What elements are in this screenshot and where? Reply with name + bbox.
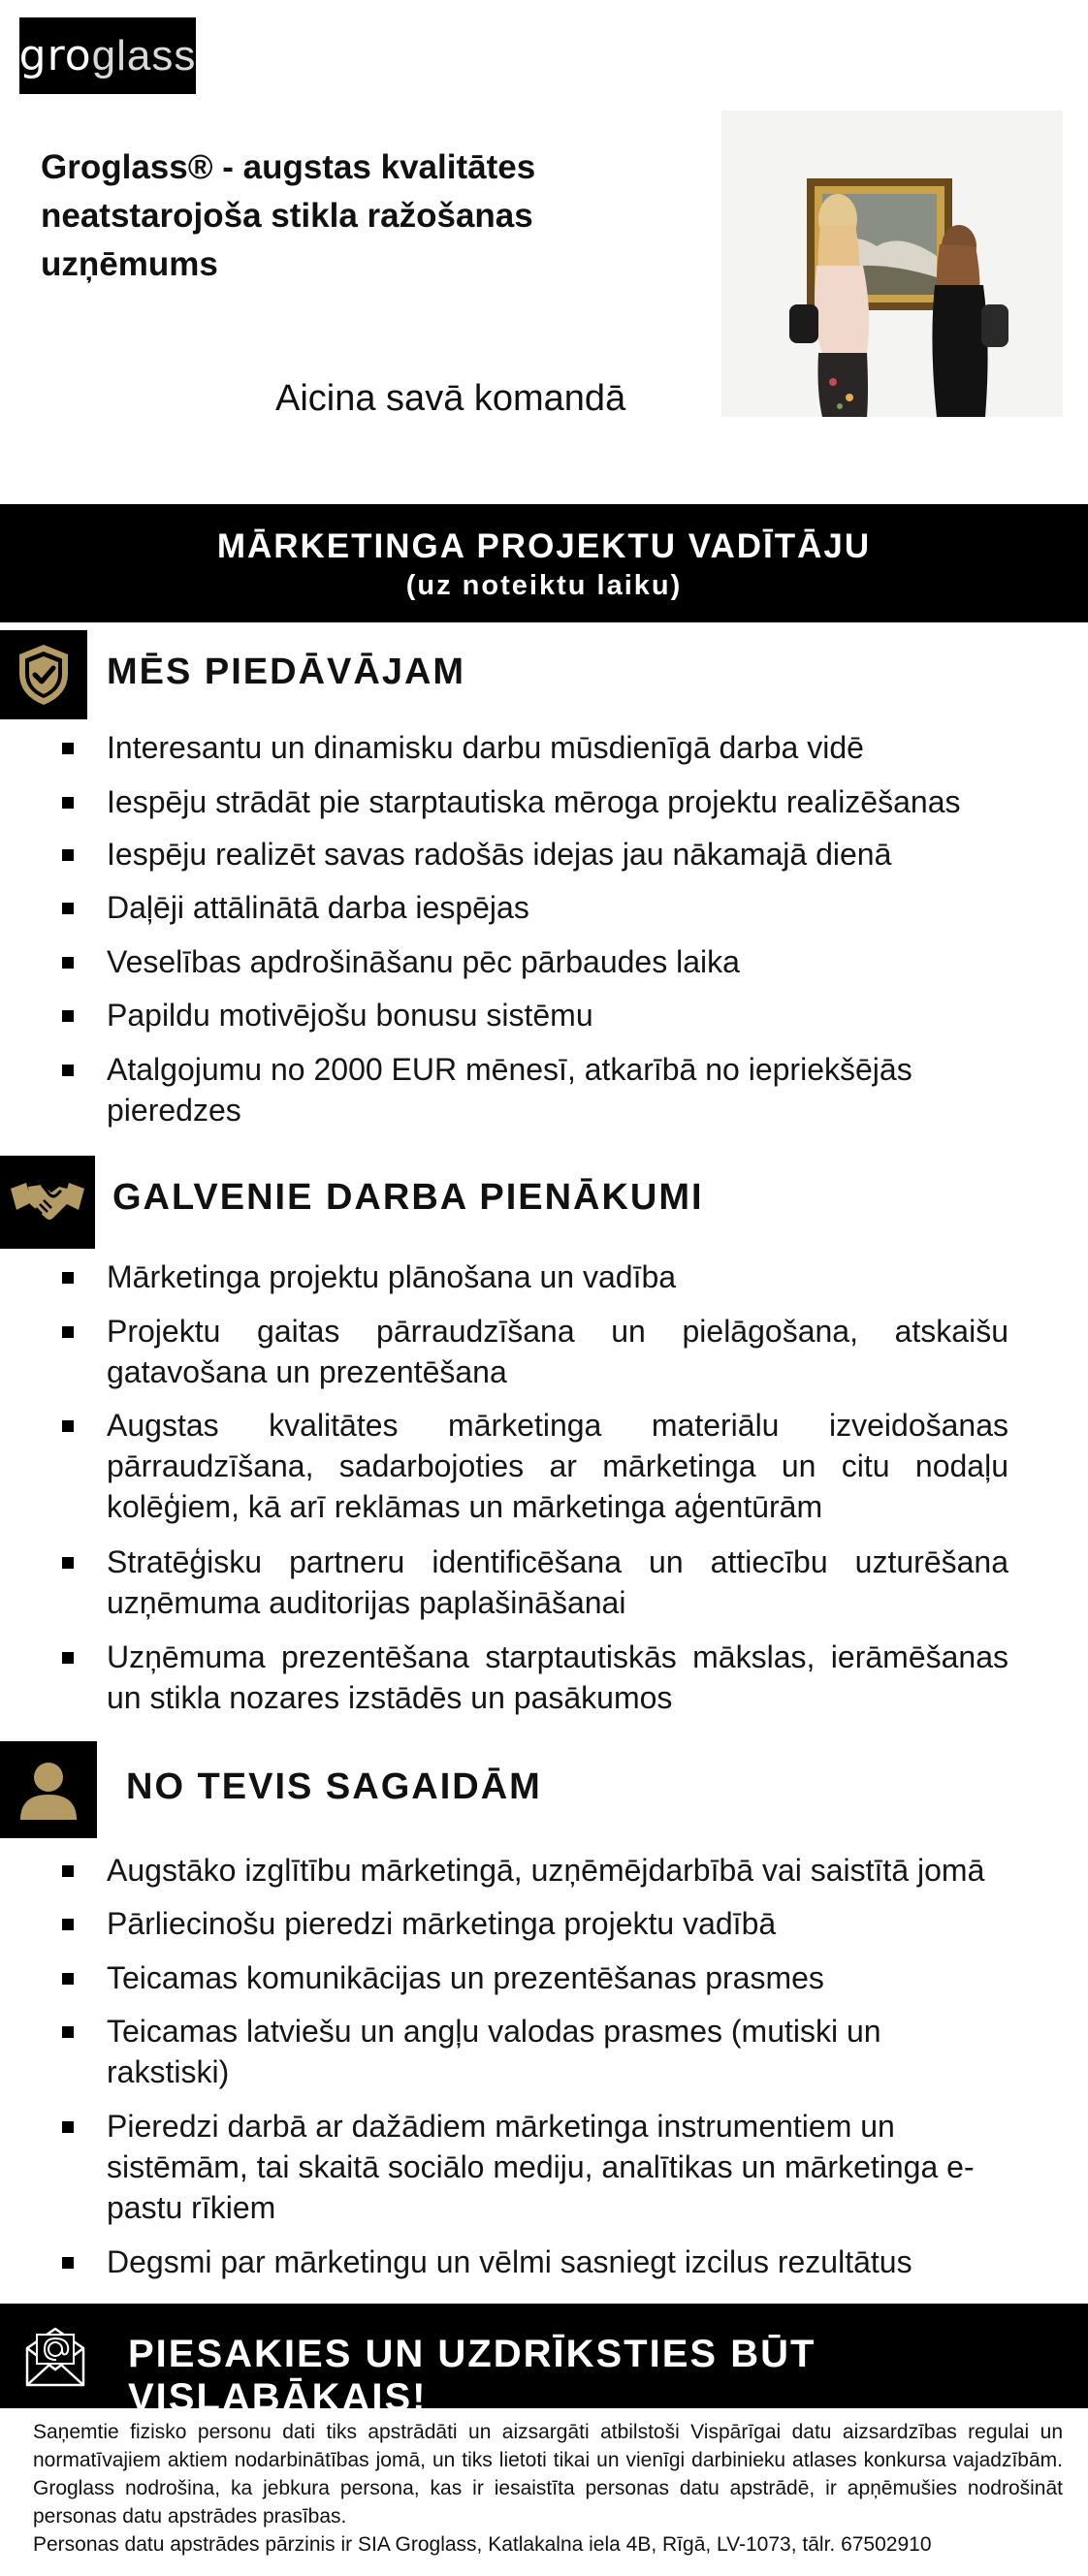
handshake-icon (0, 1156, 95, 1249)
headline-line-2: neatstarojoša stikla ražošanas (41, 197, 533, 235)
requirements-item-text: Degsmi par mārketingu un vēlmi sasniegt izcilus rezultātus (107, 2244, 912, 2279)
bullet (62, 1420, 74, 1432)
bullet (62, 2257, 74, 2269)
position-subtitle: (uz noteiktu laiku) (405, 570, 683, 601)
gallery-photo-image (721, 111, 1063, 417)
logo-brand-thin: glass (91, 31, 197, 80)
bullet (62, 1010, 74, 1022)
bullet (62, 849, 74, 861)
position-banner (0, 504, 1088, 622)
bullet (62, 1865, 74, 1877)
duties-section-title: GALVENIE DARBA PIENĀKUMI (112, 1177, 704, 1218)
privacy-text: Saņemtie fizisko personu dati tiks apstrādāti un aizsargāti atbilstoši Vispārīgai datu aizsardzības regulai un normatīvajiem aktiem nodarbinātības jomā, un tiks lietoti tikai un vienīgi darbinieku atlases konkursa vajadzībām. Groglass nodrošina, ka jebkura persona, kas ir iesaistīta personas datu apstrādē, ir apņēmušies nodrošināt personas datu apstrādes prasības. (33, 2421, 1063, 2528)
duties-item-text: Uzņēmuma prezentēšana starptautiskās mākslas, ierāmēšanas un stikla nozares izstādēs un pasākumos (107, 1639, 1008, 1715)
requirements-item-text: Augstāko izglītību mārketingā, uzņēmējdarbībā vai saistītā jomā (107, 1853, 985, 1888)
person-icon (0, 1741, 97, 1838)
headline-line-3: uzņēmums (41, 245, 218, 283)
shield-check-icon (0, 630, 87, 719)
offer-item-text: Daļēji attālinātā darba iespējas (107, 890, 529, 925)
headline-line-1: Groglass® - augstas kvalitātes (41, 148, 536, 186)
bullet (62, 797, 74, 809)
requirements-section-title: NO TEVIS SAGAIDĀM (126, 1766, 542, 1807)
envelope-at-icon (21, 2319, 89, 2391)
duties-item-text: Mārketinga projektu plānošana un vadība (107, 1259, 677, 1294)
bullet (62, 2026, 74, 2038)
apply-text: PIESAKIES UN UZDRĪKSTIES BŪT VISLABĀKAIS! (128, 2333, 816, 2419)
bullet (62, 2121, 74, 2133)
requirements-item-text: Teicamas komunikācijas un prezentēšanas prasmes (107, 1960, 824, 1995)
requirements-item-text: Pārliecinošu pieredzi mārketinga projektu vadībā (107, 1906, 777, 1941)
bullet (62, 1652, 74, 1664)
bullet (62, 1919, 74, 1930)
company-headline (41, 143, 661, 289)
bullet (62, 903, 74, 914)
data-controller-text: Personas datu apstrādes pārzinis ir SIA Groglass, Katlakalna iela 4B, Rīgā, LV-1073, tālr. 67502910 (33, 2533, 932, 2556)
apply-banner (0, 2304, 1088, 2419)
bullet (62, 1326, 74, 1338)
bullet (62, 957, 74, 969)
bullet (62, 743, 74, 754)
privacy-notice (33, 2418, 1063, 2559)
groglass-logo (19, 17, 196, 94)
duties-item-text: Stratēģisku partneru identificēšana un attiecību uzturēšana uzņēmuma auditorijas paplašināšanai (107, 1544, 1008, 1620)
offer-item-text: Atalgojumu no 2000 EUR mēnesī, atkarībā no iepriekšējās pieredzes (107, 1052, 912, 1128)
requirements-item-text: Teicamas latviešu un angļu valodas prasmes (mutiski un rakstiski) (107, 2014, 881, 2089)
offer-section-title: MĒS PIEDĀVĀJAM (107, 652, 466, 692)
bullet (62, 1065, 74, 1076)
requirements-item-text: Pieredzi darbā ar dažādiem mārketinga instrumentiem un sistēmām, tai skaitā sociālo mediju, analītikas un mārketinga e-pastu rīkiem (107, 2109, 975, 2225)
duties-item-text: Projektu gaitas pārraudzīšana un pielāgošana, atskaišu gatavošana un prezentēšana (107, 1314, 1008, 1389)
logo-brand-bold: gro (18, 31, 92, 80)
offer-item-text: Papildu motivējošu bonusu sistēmu (107, 998, 593, 1033)
bullet (62, 1557, 74, 1569)
position-title: MĀRKETINGA PROJEKTU VADĪTĀJU (216, 527, 872, 565)
offer-item-text: Interesantu un dinamisku darbu mūsdienīgā darba vidē (107, 730, 864, 765)
duties-item-text: Augstas kvalitātes mārketinga materiālu izveidošanas pārraudzīšana, sadarbojoties ar mārketinga un citu nodaļu kolēģiem, kā arī reklāmas un mārketinga aģentūrām (107, 1408, 1008, 1524)
offer-item-text: Iespēju realizēt savas radošās idejas jau nākamajā dienā (107, 837, 892, 872)
offer-item-text: Veselības apdrošināšanu pēc pārbaudes laika (107, 944, 740, 979)
bullet (62, 1272, 74, 1284)
offer-item-text: Iespēju strādāt pie starptautiska mēroga projektu realizēšanas (107, 784, 961, 819)
bullet (62, 1973, 74, 1985)
invite-text: Aicina savā komandā (275, 378, 626, 419)
